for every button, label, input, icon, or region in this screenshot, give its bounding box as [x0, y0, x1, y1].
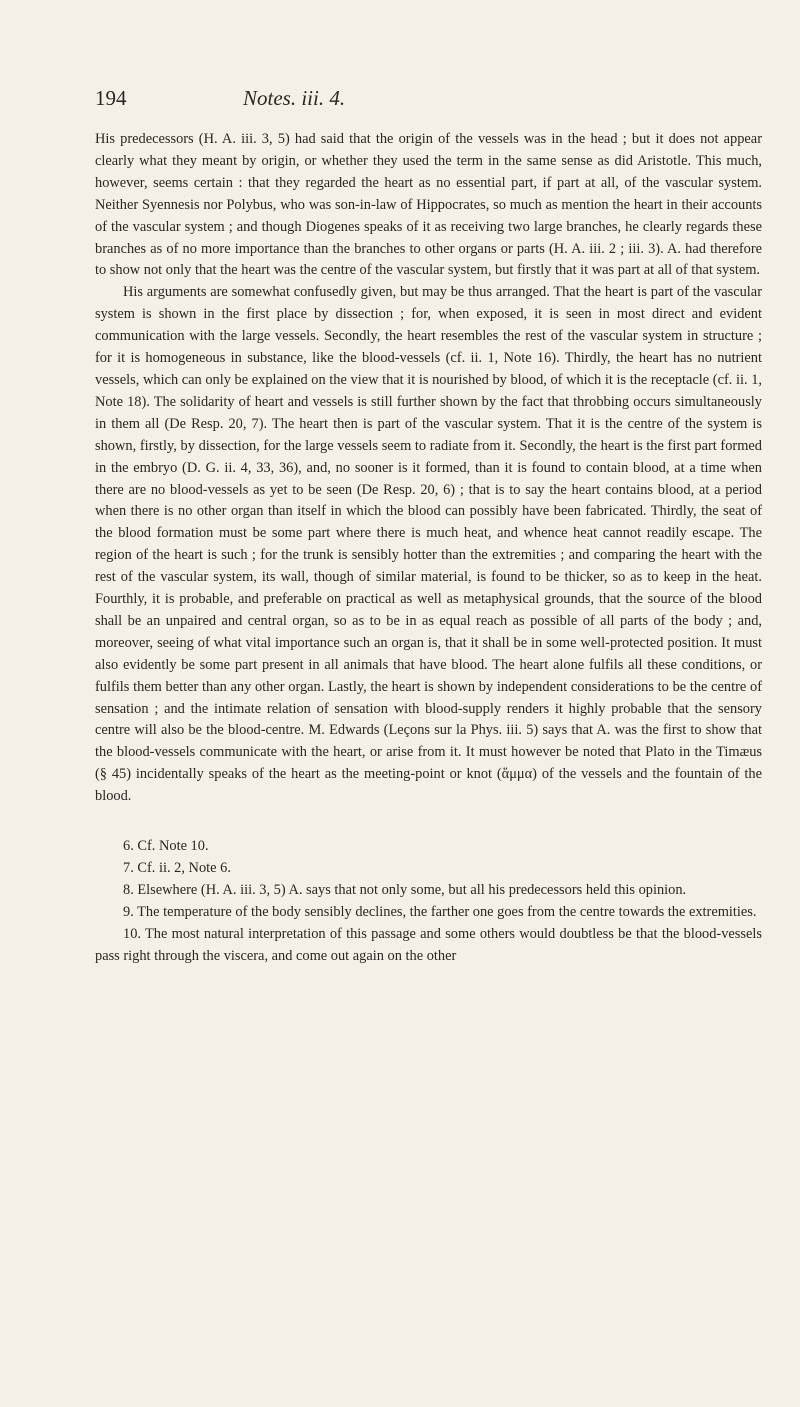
paragraph-arguments: His arguments are somewhat confusedly given, but may be thus arranged. That the heart is part of the vascular system is shown in the first place by dissection ; for, when exposed, it is seen in most direct and evident communication with the large vessels. Secondly, the heart resembles the rest of the vascular system in structure ; for it is homogeneous in substance, like the blood-vessels (cf. ii. 1, Note 16). Thirdly, the heart has no nutrient vessels, which can only be explained on the view that it is nourished by blood, of which it is the receptacle (cf. ii. 1, Note 18). The solidarity of heart and vessels is still further shown by the fact that throbbing occurs simultaneously in them all (De Resp. 20, 7). The heart then is part of the vascular system. That it is the centre of the system is shown, firstly, by dissection, for the large vessels seem to radiate from it. Secondly, the heart is the first part formed in the embryo (D. G. ii. 4, 33, 36), and, no sooner is it formed, than it is found to contain blood, at a time when there are no blood-vessels as yet to be seen (De Resp. 20, 6) ; that is to say the heart contains blood, at a period when there is no other organ than itself in which the blood can possibly have been fabricated. Thirdly, the seat of the blood formation must be some part where there is much heat, and whence heat cannot readily escape. The region of the heart is such ; for the trunk is sensibly hotter than the extremities ; and comparing the heart with the rest of the vascular system, its wall, though of similar material, is found to be thicker, so as to keep in the heat. Fourthly, it is probable, and preferable on practical as well as metaphysical grounds, that the source of the blood shall be an unpaired and central organ, so as to be in as equal reach as possible of all parts of the body ; and, moreover, seeing of what vital importance such an organ is, that it shall be in some well-protected position. It must also evidently be some part present in all animals that have blood. The heart alone fulfils all these conditions, or fulfils them better than any other organ. Lastly, the heart is shown by independent considerations to be the centre of sensation ; and the intimate relation of sensation with blood-supply renders it highly probable that the sensory centre will also be the blood-centre. M. Edwards (Leçons sur la Phys. iii. 5) says that A. was the first to show that the blood-vessels communicate with the heart, or arise from it. It must however be noted that Plato in the Timæus (§ 45) incidentally speaks of the heart as the meeting-point or knot (ἅμμα) of the vessels and the fountain of the blood.: [95, 284, 762, 805]
note-8: 8. Elsewhere (H. A. iii. 3, 5) A. says that not only some, but all his predecessors held this opinion.: [123, 881, 687, 898]
main-text: [95, 129, 762, 808]
note-6: 6. Cf. Note 10.: [123, 838, 209, 854]
footnotes: [95, 836, 762, 967]
note-7: 7. Cf. ii. 2, Note 6.: [123, 859, 231, 876]
note-10: 10. The most natural interpretation of this passage and some others would doubtless be that the blood-vessels pass right through the viscera, and come out again on the other: [95, 925, 762, 964]
paragraph-predecessors: His predecessors (H. A. iii. 3, 5) had said that the origin of the vessels was in the head ; but it does not appear clearly what they meant by origin, or whether they used the term in the same sense as did Aristotle. This much, however, seems certain : that they regarded the heart as no essential part, if part at all, of the vascular system. Neither Syennesis nor Polybus, who was son-in-law of Hippocrates, so much as mention the heart in their accounts of the vascular system ; and though Diogenes speaks of it as receiving two large branches, he clearly regards these branches as of no more importance than the branches to other organs or parts (H. A. iii. 2 ; iii. 3). A. had therefore to show not only that the heart was the centre of the vascular system, but firstly that it was part at all of that system.: [95, 131, 762, 279]
running-title: Notes. iii. 4.: [243, 86, 346, 110]
page-number: 194: [95, 86, 127, 110]
note-9: 9. The temperature of the body sensibly declines, the farther one goes from the centre towards the extremities.: [123, 903, 757, 920]
page-header: [95, 86, 755, 116]
